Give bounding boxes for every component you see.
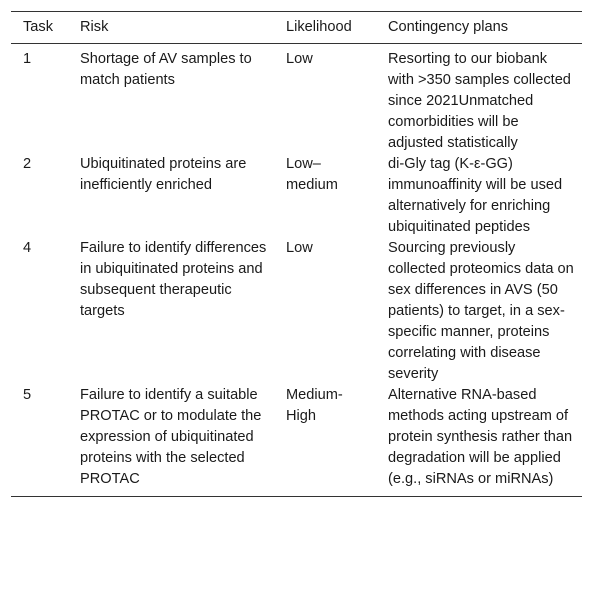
cell-task: 4 — [23, 240, 32, 256]
cell-contingency: Sourcing previously collected proteomics data on sex differences in AVS (50 patients) to target, in a sex-specific manner, proteins correlating with disease severity — [388, 240, 574, 382]
risk-table — [11, 11, 582, 497]
cell-task: 2 — [23, 156, 32, 172]
risk-table-container — [11, 11, 582, 497]
cell-likelihood: Low–medium — [286, 156, 338, 193]
cell-risk: Failure to identify a suitable PROTAC or to modulate the expression of ubiquitinated proteins with the selected PROTAC — [80, 387, 262, 487]
cell-contingency: Resorting to our biobank with >350 samples collected since 2021Unmatched comorbidities will be adjusted statistically — [388, 51, 571, 151]
cell-contingency: Alternative RNA-based methods acting upstream of protein synthesis rather than degradation will be applied (e.g., siRNAs or miRNAs) — [388, 387, 573, 487]
cell-likelihood: Low — [286, 51, 313, 67]
cell-risk: Shortage of AV samples to match patients — [80, 51, 252, 88]
table-row — [11, 154, 582, 238]
cell-task: 1 — [23, 51, 32, 67]
cell-likelihood: Medium-High — [286, 387, 343, 424]
header-likelihood: Likelihood — [286, 19, 352, 35]
cell-task: 5 — [23, 387, 32, 403]
table-row — [11, 385, 582, 497]
header-risk: Risk — [80, 19, 109, 35]
table-header-row — [11, 12, 582, 44]
cell-contingency: di-Gly tag (K-ε-GG) immunoaffinity will be used alternatively for enriching ubiquitinated peptides — [388, 156, 563, 235]
cell-likelihood: Low — [286, 240, 313, 256]
cell-risk: Failure to identify differences in ubiquitinated proteins and subsequent therapeutic targets — [80, 240, 267, 319]
header-task: Task — [23, 19, 54, 35]
table-row — [11, 44, 582, 155]
table-row — [11, 238, 582, 385]
cell-risk: Ubiquitinated proteins are inefficiently enriched — [80, 156, 247, 193]
header-contingency-plans: Contingency plans — [388, 19, 509, 35]
